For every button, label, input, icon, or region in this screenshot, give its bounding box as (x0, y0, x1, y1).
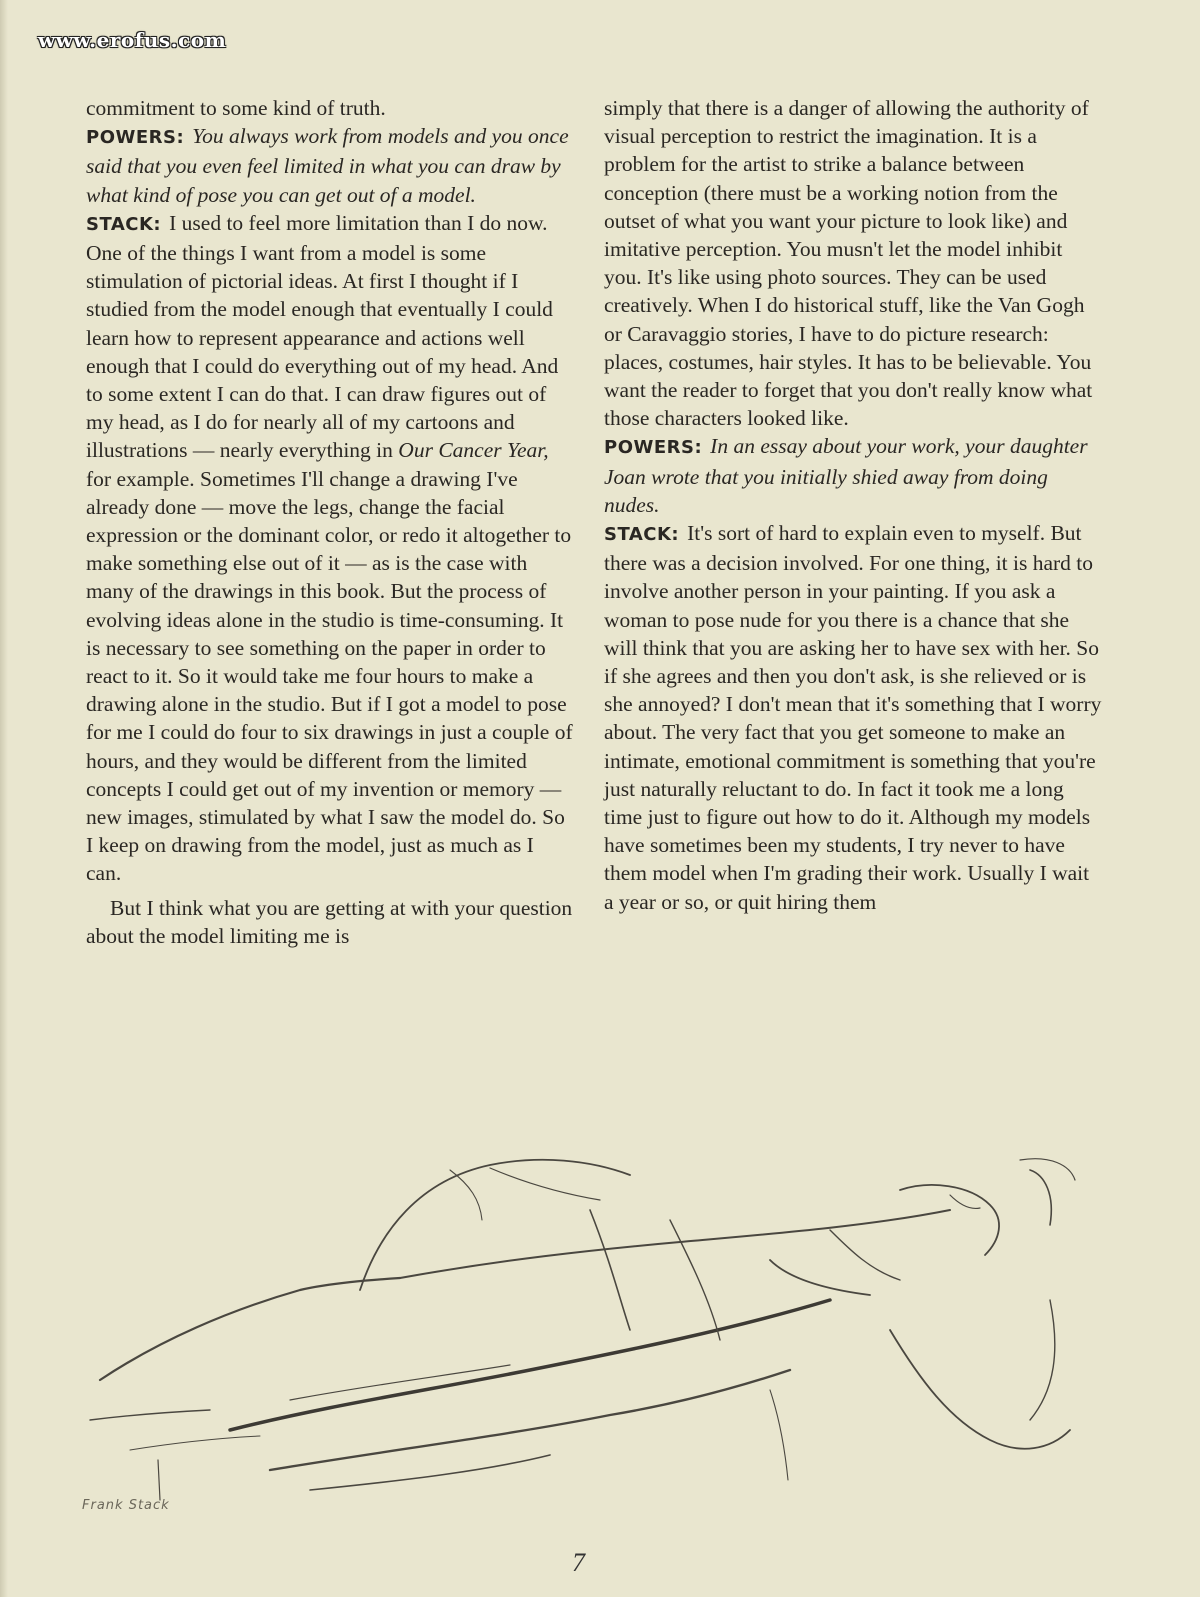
sketch-stroke (770, 1260, 870, 1295)
sketch-stroke (590, 1210, 630, 1330)
speaker-label: STACK: (604, 524, 680, 546)
book-title: Our Cancer Year, (398, 438, 549, 463)
sketch-stroke (360, 1160, 630, 1290)
sketch-stroke (1030, 1300, 1055, 1420)
question-text: You always work from models and you once said that you even feel limited in what you can draw by what kind of pose you can get out of a model. (86, 124, 569, 207)
answer-text-continued: for example. Sometimes I'll change a drawing I've already done — move the legs, change the facial expression or the dominant color, or redo it altogether to make something else out of it — as is the case with many of the drawings in this book. But the process of evolving ideas alone in the studio is time-consuming. It is necessary to see something on the paper in order to react to it. So it would take me four hours to make a drawing alone in the studio. But if I got a model to pose for me I could do four to six drawings in just a couple of hours, and they would be different from the limited concepts I could get out of my invention or memory — new images, stimulated by what I saw the model do. So I keep on drawing from the model, just as much as I can. (86, 466, 573, 886)
speaker-label: STACK: (86, 213, 162, 235)
sketch-stroke (230, 1300, 830, 1430)
paragraph (86, 894, 574, 950)
sketch-stroke (490, 1168, 600, 1200)
question-paragraph (604, 432, 1104, 519)
question-text: In an essay about your work, your daughter Joan wrote that you initially shied away from doing nudes. (604, 434, 1088, 517)
speaker-label: POWERS: (86, 127, 185, 149)
right-column (604, 94, 1104, 916)
artist-signature: Frank Stack (82, 1498, 170, 1513)
answer-paragraph (86, 209, 574, 888)
paragraph-text: commitment to some kind of truth. (86, 96, 386, 120)
page-number: 7 (572, 1548, 585, 1577)
sketch-stroke (450, 1170, 482, 1220)
sketch-stroke (890, 1330, 1070, 1449)
watermark: www.erofus.com (38, 28, 227, 52)
answer-text: It's sort of hard to explain even to myself. But there was a decision involved. For one thing, it is hard to involve another person in your painting. If you ask a woman to pose nude for you there is a chance that she will think that you are asking her to have sex with her. So if she agrees and then you don't ask, is she relieved or is she annoyed? I don't mean that it's something that I worry about. The very fact that you get someone to make an intimate, emotional commitment is something that you're just naturally reluctant to do. In fact it took me a long time just to figure out how to do it. Although my models have sometimes been my students, I try never to have them model when I'm grading their work. Usually I wait a year or so, or quit hiring them (604, 521, 1102, 914)
answer-paragraph (604, 519, 1104, 916)
answer-text: I used to feel more limitation than I do now. One of the things I want from a model is some stimulation of pictorial ideas. At first I thought if I studied from the model enough that eventually I could learn how to represent appearance and actions well enough that I could do everything out of my head. And to some extent I can do that. I can draw figures out of my head, as I do for nearly all of my cartoons and illustrations — nearly everything in (86, 210, 559, 463)
paragraph (604, 94, 1104, 432)
figure-sketch (70, 1150, 1130, 1530)
sketch-stroke (770, 1390, 788, 1480)
question-paragraph (86, 122, 574, 209)
sketch-stroke (950, 1195, 980, 1208)
sketch-stroke (1020, 1159, 1075, 1180)
sketch-stroke (90, 1410, 210, 1420)
sketch-stroke (900, 1185, 999, 1255)
sketch-stroke (100, 1278, 400, 1380)
left-column (86, 94, 574, 950)
paragraph-text: But I think what you are getting at with your question about the model limiting me is (86, 895, 573, 948)
paragraph-text: simply that there is a danger of allowing the authority of visual perception to restrict the imagination. It is a problem for the artist to strike a balance between conception (there must be a working notion from the outset of what you want your picture to look like) and imitative perception. You musn't let the model inhibit you. It's like using photo sources. They can be used creatively. When I do historical stuff, like the Van Gogh or Caravaggio stories, I have to do picture research: places, costumes, hair styles. It has to be believable. You want the reader to forget that you don't really know what those characters looked like. (604, 96, 1093, 431)
sketch-stroke (670, 1220, 720, 1340)
speaker-label: POWERS: (604, 437, 703, 459)
sketch-stroke (1030, 1170, 1051, 1225)
sketch-stroke (130, 1436, 260, 1450)
page-edge (0, 0, 8, 1597)
sketch-stroke (830, 1230, 900, 1280)
sketch-stroke (158, 1460, 160, 1500)
sketch-stroke (310, 1455, 550, 1490)
sketch-stroke (270, 1370, 790, 1470)
paragraph (86, 94, 574, 122)
